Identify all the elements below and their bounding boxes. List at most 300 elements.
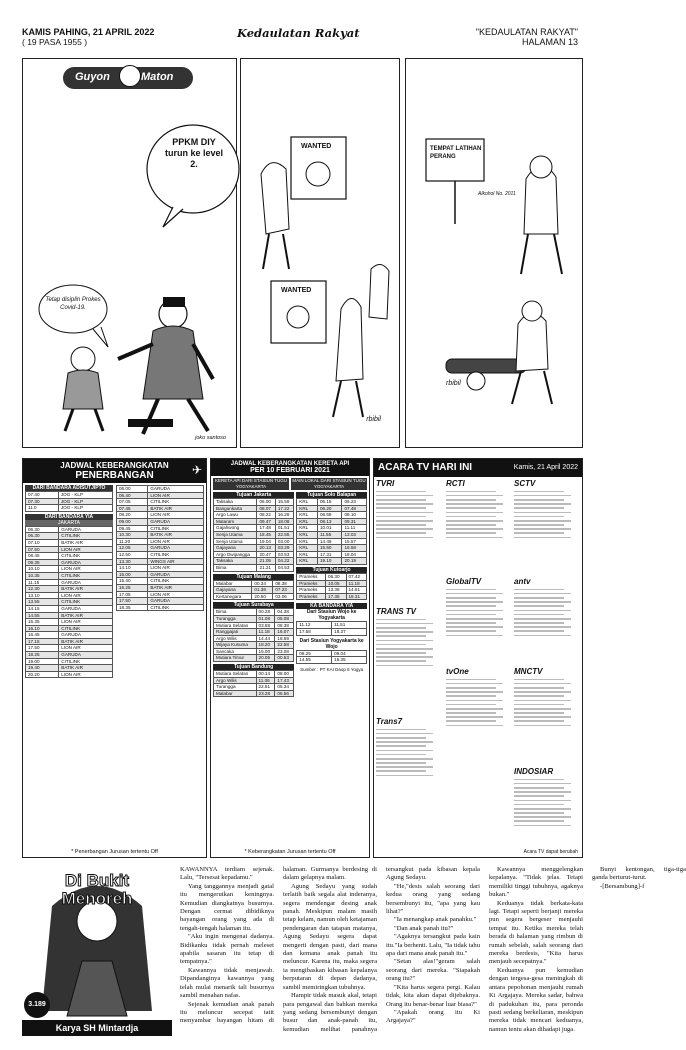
train-row-cell: 23.08 [275,648,294,655]
train-row-cell: 22.58 [275,642,294,649]
train-row-cell: 03.58 [256,622,275,629]
tv-program-line [514,804,564,806]
flight-row-cell: 16.25 [117,584,148,591]
tv-channel-logo: RCTI [446,479,465,488]
tv-program-line [514,491,564,493]
train-row-cell: 14.51 [346,587,367,594]
flight-row-cell: JOG - KLP [58,505,112,512]
ka-bandara-row-cell: 11.51 [332,622,367,629]
tv-date: Kamis, 21 April 2022 [513,464,578,471]
train-row-cell: 10.05 [326,580,346,587]
flight-row-cell: LION AIR [148,512,204,519]
flight-row-cell: LION AIR [148,565,204,572]
flight-row-cell: 07.50 [26,546,59,553]
tv-program-line [514,537,571,539]
flight-row-cell: 06.00 [117,486,148,493]
tv-program-line [376,520,433,522]
tv-channel-logo: Trans7 [376,717,403,726]
tv-title: ACARA TV HARI INI [378,462,473,473]
tv-program-line [446,537,503,539]
train-row [214,545,294,552]
tv-program-line [376,770,426,772]
train-row-cell: 11.06 [256,677,275,684]
train-row-cell: Senja Utama [214,538,257,545]
tv-program-line [446,589,496,591]
flight-footnote: * Penerbangan Jurusan tertentu Off [71,849,158,855]
train-row-cell: Kertanegara [214,593,252,600]
tv-channel-logo: TVRI [376,479,395,488]
story-paragraph: Sejenak kemudian anak panah itu meluncur secepat tatit menyambar bayangan hitam di halaman. Gurmanya berdesing di dalam gelapnya malam. [180,866,377,1025]
flight-row [26,632,113,639]
story-paragraph: Agung Sedayu yang sudah terlatih baik segala alat inderanya, segera mendengar desing anak panah. Meskipun malam masih tetap kelam, namun oleh ketajaman pendengaran dan tatapan matanya, Agung Sedayu segera dapat mengerti dengan pasti, dari mana dan kemana anak panah itu meluncur. Karena itu, maka segera ia mengibaskan kibasan kepalanya berputaran di depan dadanya, sambil memiringkan tubuhnya. [283,882,377,991]
tv-channel-block [376,479,442,541]
flight-row [26,579,113,586]
tv-program-line [514,589,564,591]
story-paragraph: "Ia menangkap anak panahku." [394,916,477,924]
comic-latihan-perang [405,58,583,448]
flight-row-cell: 06.30 [26,526,59,533]
tv-program-line [376,491,426,493]
flight-row-cell: 11.15 [26,579,59,586]
train-row-cell: 20.50 [252,593,273,600]
tv-program-line [376,640,433,642]
tv-channel-block [446,667,512,729]
train-row [214,505,294,512]
flight-table-adisutjipto [25,491,113,512]
ka-bandara-row-cell: 11.12 [297,622,332,629]
tv-program-line [514,683,571,685]
paper-name: "KEDAULATAN RAKYAT" [475,27,578,37]
flight-row-cell: 08.20 [117,512,148,519]
flight-row-cell: CITILINK [59,533,113,540]
tv-channel-block [376,717,442,779]
tv-program-line [376,524,426,526]
tv-program-line [446,691,503,693]
train-row-cell: Malabar [214,690,257,697]
train-row [297,587,367,594]
cerbung-logo [22,866,172,1038]
flight-row-cell: 10.35 [26,572,59,579]
tv-program-line [514,795,564,797]
tv-program-line [376,619,426,621]
tv-program-line [446,720,496,722]
flight-section-adisutjipto: DARI BANDARA ADISUTJIPTO [25,485,113,491]
flight-row-cell: CITILINK [59,599,113,606]
tv-program-line [514,532,564,534]
flight-row-cell: LION AIR [148,538,204,545]
train-title-2: PER 10 FEBRUARI 2021 [250,467,330,474]
flight-row-cell: CITILINK [148,578,204,585]
train-row-cell: 08.22 [257,512,275,519]
train-row-cell: 08.38 [275,622,294,629]
tv-program-line [514,635,571,637]
tv-program-line [376,762,426,764]
story-paragraph: Keduanya tidak berkata-kata lagi. Tetapi seperti berjanji mereka pun segera bergeser menjauhi tempat itu. Ketika mereka telah berada di halaman yang rimbun di rumah sebelah, salah seorang dari mereka berdesis, "Kita harus menjauh secepatnya." [489,899,583,966]
tv-program-line [376,512,433,514]
train-row-cell: Bangunkarta [214,505,257,512]
story-paragraph: "Setan alas!"geram salah seorang dari mereka. "Siapakah orang itu?" [386,958,480,983]
train-row-cell: Turangga [214,684,257,691]
flight-row-cell: CITILINK [59,553,113,560]
tv-program-line [376,499,426,501]
train-row [214,642,294,649]
tv-program-line [376,652,426,654]
ka-bandara-row [297,622,367,629]
tv-program-line [514,528,571,530]
tv-program-line [376,528,433,530]
tv-program-line [376,750,433,752]
flight-row [117,505,204,512]
flight-schedule [22,458,207,858]
comic-title-guyon: Guyon [75,71,110,83]
train-row-cell: 18.59 [275,635,294,642]
flight-row [26,638,113,645]
flight-row-cell: 07.40 [26,492,59,499]
train-row [214,677,294,684]
flight-row-cell: GARUDA [148,486,204,493]
tv-program-line [514,601,571,603]
flight-row [26,586,113,593]
flight-row-cell: GARUDA [148,571,204,578]
train-row-cell: 00.14 [256,671,275,678]
tv-program-line [446,507,496,509]
train-row-cell: 18.20 [256,642,275,649]
story-paragraph: Kawannya tidak menjawab. Dipandanginya kawannya yang telah mulai menarik tali busurnya sambil menahan nafas. [180,966,274,1000]
tv-program-line [376,648,433,650]
ka-bandara-row [297,650,367,657]
flight-row-cell: LION AIR [59,566,113,573]
ka-bandara-sub2: Dari Stasiun Yogyakarta ke Wojo [299,637,364,650]
flight-row [117,565,204,572]
flight-row [117,532,204,539]
tv-program-line [446,618,503,620]
tv-program-line [446,516,496,518]
train-row [214,648,294,655]
train-row-cell: 05.08 [275,615,294,622]
flight-row [117,486,204,493]
train-row [214,615,294,622]
issue-pasa-date: ( 19 PASA 1955 ) [22,37,88,47]
speech-bubble-ppkm: PPKM DIY turun ke level 2. [164,137,224,169]
flight-row-cell: 17.50 [26,645,59,652]
train-row-cell: 15.50 [317,545,342,552]
tv-program-line [376,758,433,760]
flight-row [26,658,113,665]
tv-program-line [514,691,571,693]
flight-row-cell: 16.10 [26,625,59,632]
flight-row [117,558,204,565]
flight-row-cell: 13.10 [26,592,59,599]
train-row-cell: 04.53 [275,564,293,571]
train-row-cell: 11.11 [342,525,367,532]
tv-program-line [376,741,433,743]
train-row-cell: KRL [297,525,318,532]
flight-row-cell: 06.30 [26,533,59,540]
flight-row [26,665,113,672]
train-sec-jakarta: Tujuan Jakarta [213,492,294,498]
flight-row-cell: 07.05 [117,499,148,506]
train-table-solo [296,498,367,565]
comic-mid-signature: rbibil [366,416,381,423]
tv-program-line [376,627,426,629]
train-row-cell: 20.05 [256,655,275,662]
train-row-cell: KRL [297,512,318,519]
train-row-cell: 06.00 [257,499,275,506]
train-sec-bandung: Tujuan Bandung [213,664,294,670]
story-paragraph: Kawannya menggelengkan kepalanya. "Tidak jelas. Tetapi memiliki tinggi tubuhnya, agaknya bukan." [489,866,583,899]
tv-program-line [514,597,564,599]
tv-program-line [446,512,503,514]
flight-row-cell: 07.10 [26,539,59,546]
tv-program-line [446,610,503,612]
tv-program-line [446,626,503,628]
tv-program-line [514,712,564,714]
flight-row-cell: 12.05 [117,545,148,552]
story-paragraph: "Agaknya tersangkut pada kain itu."Ia berhenti. Lalu, "Ia tidak tahu apa dari mana anak panah itu." [386,933,480,958]
flight-row-cell: CITILINK [59,572,113,579]
tv-program-line [376,665,433,667]
tv-program-line [376,644,426,646]
tv-title-bar [374,459,582,477]
flight-row-cell: 17.50 [117,598,148,605]
flight-row-cell: GARUDA [148,518,204,525]
flight-row [117,545,204,552]
train-row-cell: 16.28 [275,512,293,519]
train-row-cell: 17.31 [317,551,342,558]
train-row-cell: Argo Lawu [214,512,257,519]
flight-row [26,599,113,606]
tv-program-line [514,716,571,718]
cerbung-title: Di Bukit Menoreh [61,871,133,908]
story-text [180,866,686,1042]
flight-row-cell: LION AIR [59,546,113,553]
flight-row [26,619,113,626]
flight-row-cell: 17.05 [117,591,148,598]
flight-row-cell: 10.10 [26,566,59,573]
train-row [214,655,294,662]
train-row-cell: Gajahwong [214,525,257,532]
tv-program-line [446,635,503,637]
flight-row-cell: 07.45 [117,505,148,512]
train-row [297,545,367,552]
tv-program-line [514,720,564,722]
train-row-cell: Gajayana [214,545,257,552]
train-row-cell: 01.51 [275,525,293,532]
tv-program-line [446,520,503,522]
train-row-cell: 13.03 [342,531,367,538]
page-number: HALAMAN 13 [521,37,578,47]
flight-row-cell: 11.20 [117,538,148,545]
train-row [214,551,294,558]
train-row [214,499,294,506]
flight-row [117,512,204,519]
tv-channel-block [514,667,580,729]
train-box-right: MAIN LOKAL DARI STASIUN TUGU YOGYAKARTA [292,478,366,489]
train-row-cell: KRL [297,538,318,545]
tv-program-line [514,695,564,697]
comic-illustration-mid [241,59,399,447]
tv-channel-grid [374,477,582,847]
train-row-cell: 20.47 [257,551,275,558]
train-row-cell: 09.47 [257,518,275,525]
train-row [214,538,294,545]
ka-bandara-row [297,657,367,664]
tv-program-line [376,635,426,637]
tv-program-line [446,700,503,702]
story-paragraph: Hampir tidak masuk akal, tetapi para pengawal dan bahkan mereka yang sedang bersembunyi dengan busur dan anak-panah itu, kemudian melihat panahnya tersangkut pada kibasan kepala Agung Sedayu. [283,866,480,1033]
tv-program-line [376,775,433,777]
train-title-bar [211,459,369,476]
tv-program-line [514,820,564,822]
tv-program-line [376,745,426,747]
tv-channel-logo: GlobalTV [446,577,482,586]
train-row-cell: Malabar [214,580,252,587]
flight-row-cell: GARUDA [59,632,113,639]
train-table-kutoarjo [296,573,367,600]
tv-program-line [376,537,433,539]
tv-program-line [514,783,571,785]
story-paragraph: "Aku ingin mengenai dadanya. Bidikanku tidak pernah meleset apabila sasaran itu tetap di tempatnya." [180,933,274,966]
flight-row [26,671,113,678]
train-row-cell: 17.35 [326,593,346,600]
train-row-cell: 17.48 [257,525,275,532]
train-row-cell: 00.28 [256,609,275,616]
train-sec-malang: Tujuan Malang [213,574,294,580]
flight-row [26,553,113,560]
train-schedule [210,458,370,858]
tv-program-line [514,610,571,612]
train-row-cell: Ranggajati [214,629,257,636]
flight-row-cell: BATIK AIR [59,539,113,546]
tv-program-line [514,812,564,814]
ka-bandara-row-cell: 15.35 [332,657,367,664]
tv-program-line [514,787,564,789]
ka-bandara-row-cell: 18.37 [332,628,367,635]
tv-program-line [446,716,503,718]
flight-row-cell: CITILINK [148,525,204,532]
train-row-cell: 03.06 [273,593,294,600]
flight-row [26,566,113,573]
flight-row [26,526,113,533]
flight-title-bar [23,459,206,483]
train-row-cell: Taksaka [214,558,257,565]
story-paragraph: "Dan anak panah itu?" [394,924,454,932]
tv-program-line [446,712,496,714]
train-row-cell: 21.21 [257,564,275,571]
train-row-cell: 14.44 [256,635,275,642]
flight-row [117,492,204,499]
flight-row-cell: 09.00 [117,518,148,525]
issue-date: KAMIS PAHING, 21 APRIL 2022 [22,27,155,37]
train-row [214,518,294,525]
train-row-cell: 18.04 [342,551,367,558]
train-row-cell: 03.00 [275,538,293,545]
train-row-cell: Wijaya Kusuma [214,642,257,649]
tv-program-line [514,495,571,497]
flight-section-jakarta: JAKARTA [25,520,113,526]
train-row-cell: 03.29 [275,545,293,552]
tv-program-line [514,779,564,781]
tv-program-line [446,593,503,595]
tv-channel-logo: MNCTV [514,667,543,676]
flight-row-cell: 12.50 [117,551,148,558]
train-row-cell: 04.38 [275,609,294,616]
train-row [214,531,294,538]
train-row [214,609,294,616]
story-paragraph: Bunyi kentongan, tiga-tiga ganda berturut-turut. [592,866,686,882]
flight-row-cell: BATIK AIR [59,612,113,619]
tv-channel-logo: SCTV [514,479,536,488]
train-row-cell: Taksaka [214,499,257,506]
train-row-cell: 09.31 [342,518,367,525]
tv-program-line [514,808,571,810]
train-row-cell: 08.00 [275,671,294,678]
ka-bandara-row-cell: 09.04 [332,650,367,657]
tv-program-line [446,532,496,534]
train-table-bandung [213,670,294,697]
wanted-sign-2: WANTED [281,287,312,294]
train-row-cell: 00.53 [275,655,294,662]
tv-program-line [376,766,433,768]
train-row-cell: 14.49 [317,538,342,545]
train-row-cell: KRL [297,558,318,565]
train-row-cell: Turangga [214,615,257,622]
comic-illustration-left [23,59,235,447]
train-box-left: KERETA API DARI STASIUN TUGU YOGYAKARTA [214,478,287,489]
flight-row-cell: BATIK AIR [59,638,113,645]
train-row-cell: 13.38 [326,587,346,594]
tv-program-line [446,704,496,706]
speech-bubble-prokes: Tetap disiplin Prokes Covid-19. [45,297,101,311]
train-row-cell: 18.45 [257,531,275,538]
tv-program-line [446,499,496,501]
tv-program-line [514,499,564,501]
flight-row-cell: 09.45 [117,525,148,532]
train-row [214,525,294,532]
tv-program-line [514,791,571,793]
train-row [297,518,367,525]
story-paragraph: KAWANNYA terdiam sejenak. Lalu, "Tersesat kepadamu." [180,866,274,882]
flight-row-cell: 18.35 [117,604,148,611]
tv-program-line [376,631,433,633]
tv-program-line [446,495,503,497]
tv-program-line [446,630,496,632]
train-row-cell: 10.01 [317,525,342,532]
train-row-cell: 03.53 [275,551,293,558]
flight-row [26,645,113,652]
ka-bandara-row-cell: 08.25 [297,650,332,657]
train-row-cell: Bima [214,609,257,616]
flight-row [117,551,204,558]
train-row [214,512,294,519]
train-row-cell: 17.43 [275,677,294,684]
train-row-cell: 22.55 [275,531,293,538]
tv-program-line [446,725,503,727]
train-row-cell: 08.38 [273,580,294,587]
train-row [214,629,294,636]
train-row-cell: 06.20 [317,505,342,512]
tv-program-line [376,507,426,509]
train-row-cell: KRL [297,499,318,506]
flight-row-cell: 06.40 [117,492,148,499]
tv-program-line [514,605,564,607]
train-row-cell: 01.08 [256,615,275,622]
flight-row-cell: CITILINK [148,499,204,506]
tv-program-line [376,729,426,731]
flight-row [26,652,113,659]
flight-row-cell: BATIK AIR [148,584,204,591]
masthead: Kedaulatan Rakyat [237,26,360,40]
